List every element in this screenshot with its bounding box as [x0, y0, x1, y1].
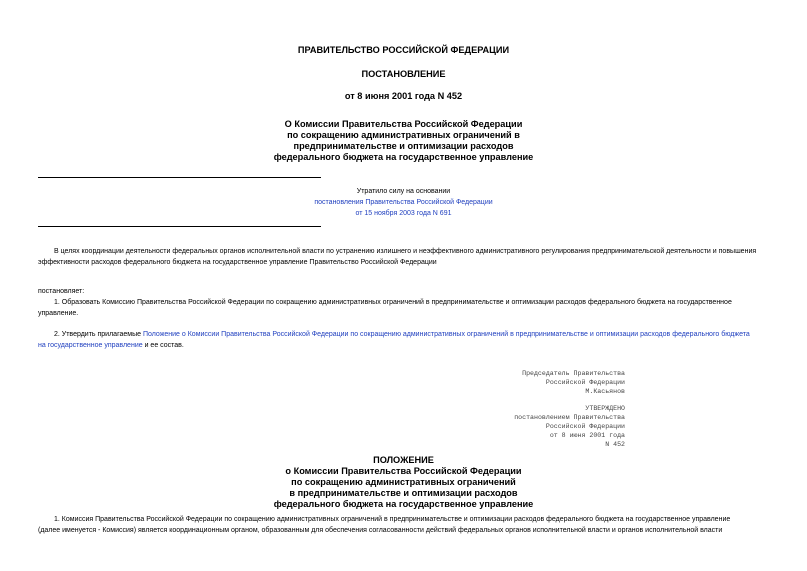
divider-bottom: [38, 226, 321, 227]
signature-line: Председатель Правительства: [522, 370, 625, 377]
approval-stamp-line: N 452: [605, 441, 625, 448]
regulation-subtitle-line: по сокращению административных ограничений: [291, 477, 516, 487]
repeal-decree-link[interactable]: постановления Правительства Российской Федерации: [314, 199, 493, 206]
document-title-line: предпринимательстве и оптимизации расходов: [293, 141, 514, 151]
item-2-suffix: и ее состав.: [144, 342, 184, 349]
regulation-link[interactable]: Положение о Комиссии Правительства Российской Федерации по сокращению административных ограничений в предпринимательстве и оптимизации расходов федерального бюджета: [142, 331, 750, 338]
regulation-paragraph-1: [38, 516, 769, 523]
repeal-decree-date-link[interactable]: от 15 ноября 2003 года N 691: [355, 210, 452, 217]
regulation-paragraph-line: (далее именуется - Комиссия) является координационным органом, образованным для обеспечения согласованности действий федеральных органов исполнительной власти и органов исполнительной власти: [38, 527, 723, 534]
signature-name: М.Касьянов: [585, 388, 625, 395]
document-title-line: по сокращению административных ограничений в: [287, 130, 520, 140]
regulation-paragraph-line: 1. Комиссия Правительства Российской Федерации по сокращению административных ограничений в предпринимательстве и оптимизации расходов федерального бюджета на государственное управление: [54, 516, 731, 523]
approval-stamp-line: УТВЕРЖДЕНО: [585, 405, 625, 412]
item-2: [38, 331, 769, 338]
regulation-subtitle-line: о Комиссии Правительства Российской Федерации: [285, 466, 522, 476]
item-2-prefix: 2. Утвердить прилагаемые: [54, 331, 141, 338]
regulation-subtitle-line: федерального бюджета на государственное управление: [273, 499, 534, 509]
divider-top: [38, 177, 321, 178]
item-1-cont: [38, 310, 769, 317]
item-2-cont: [38, 342, 769, 349]
approval-stamp-line: постановлением Правительства: [514, 414, 625, 421]
approval-stamp-line: Российской Федерации: [545, 423, 625, 430]
regulation-paragraph-1-cont: [38, 527, 769, 534]
document-date-number: от 8 июня 2001 года N 452: [344, 91, 463, 101]
regulation-subtitle-line: в предпринимательстве и оптимизации расходов: [289, 488, 518, 498]
signature-line: Российской Федерации: [545, 379, 625, 386]
item-1: [38, 299, 769, 306]
preamble-line: В целях координации деятельности федеральных органов исполнительной власти по устранению излишнего и неэффективного административного регулирования предпринимательской деятельности и повышения: [54, 248, 757, 255]
approval-stamp-line: от 8 июня 2001 года: [549, 432, 625, 439]
preamble-paragraph: [38, 248, 769, 255]
item-1-line: 1. Образовать Комиссию Правительства Российской Федерации по сокращению административных ограничений в предпринимательстве и оптимизации расходов федерального бюджета на государственное: [54, 299, 732, 306]
document-title-line: О Комиссии Правительства Российской Федерации: [284, 119, 523, 129]
item-1-line: управление.: [38, 310, 79, 317]
resolves-text: постановляет:: [38, 288, 85, 295]
preamble-paragraph-cont: [38, 259, 769, 266]
status-note-text: Утратило силу на основании: [356, 188, 451, 195]
regulation-title: ПОЛОЖЕНИЕ: [373, 455, 434, 465]
government-heading: ПРАВИТЕЛЬСТВО РОССИЙСКОЙ ФЕДЕРАЦИИ: [297, 45, 510, 55]
regulation-link-cont[interactable]: на государственное управление: [38, 342, 143, 349]
document-type: ПОСТАНОВЛЕНИЕ: [361, 69, 446, 79]
document-title-line: федерального бюджета на государственное управление: [273, 152, 534, 162]
preamble-line: эффективности расходов федерального бюджета на государственное управление Правительство Российской Федерации: [38, 259, 437, 266]
